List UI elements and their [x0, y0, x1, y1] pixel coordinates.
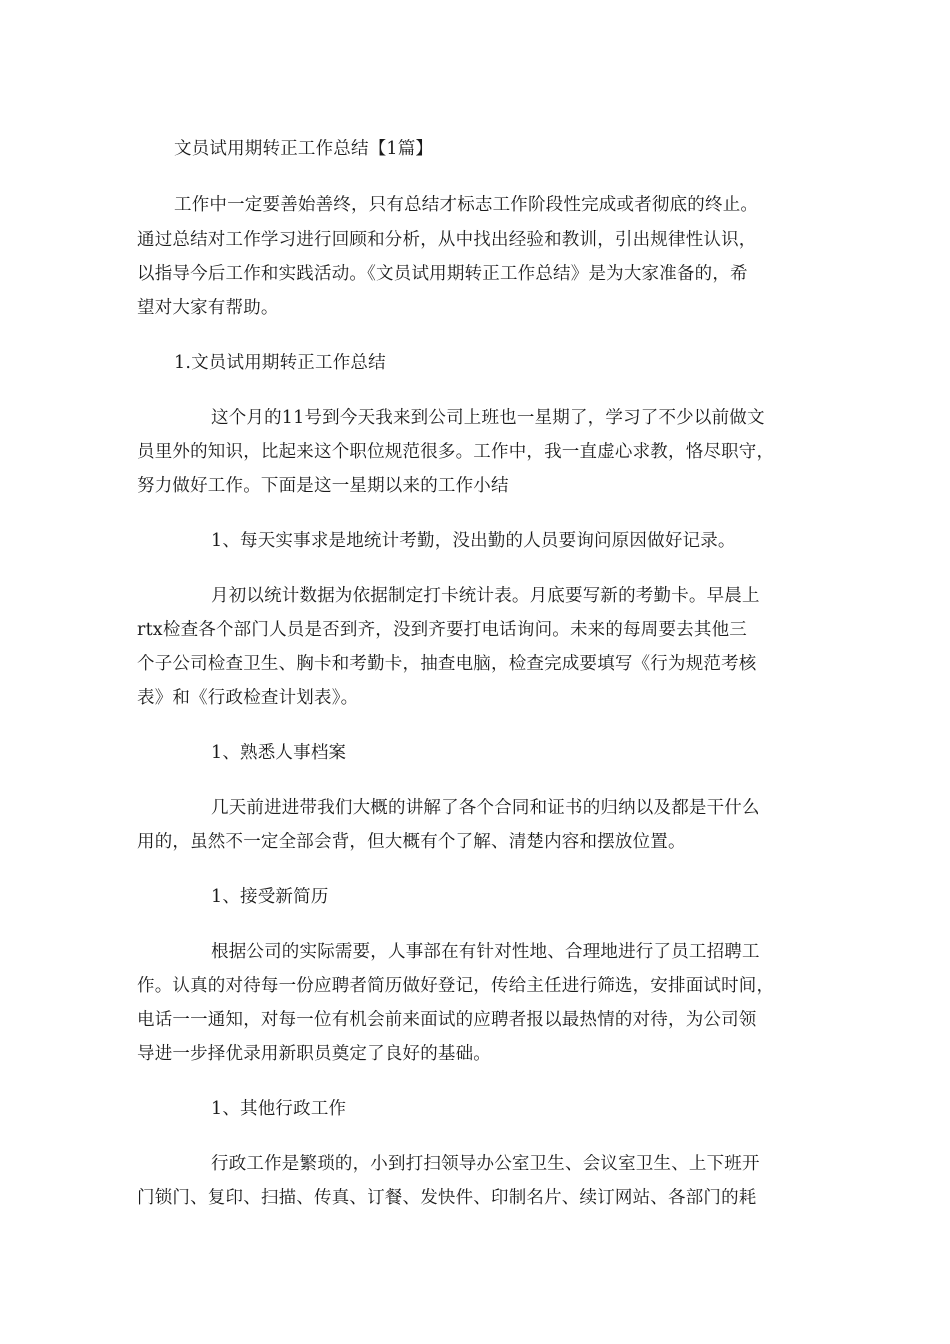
intro-line-1: 工作中一定要善始善终，只有总结才标志工作阶段性完成或者彻底的终止。: [174, 195, 759, 215]
para5-line-1: 行政工作是繁琐的，小到打扫领导办公室卫生、会议室卫生、上下班开: [211, 1154, 760, 1174]
para2-line-1: 月初以统计数据为依据制定打卡统计表。月底要写新的考勤卡。早晨上: [211, 586, 760, 606]
para4-line-3: 电话一一通知，对每一位有机会前来面试的应聘者报以最热情的对待，为公司领: [137, 1010, 757, 1030]
para2-line-2: rtx检查各个部门人员是否到齐，没到齐要打电话询问。未来的每周要去其他三: [137, 620, 747, 640]
item3-heading: 1、接受新简历: [211, 887, 329, 907]
section-heading: 1.文员试用期转正工作总结: [174, 353, 386, 373]
para1-line-3: 努力做好工作。下面是这一星期以来的工作小结: [137, 476, 509, 496]
para4-line-1: 根据公司的实际需要，人事部在有针对性地、合理地进行了员工招聘工: [211, 942, 760, 962]
para1-line-2: 员里外的知识，比起来这个职位规范很多。工作中，我一直虚心求教，恪尽职守，: [137, 442, 775, 462]
intro-line-4: 望对大家有帮助。: [137, 298, 279, 318]
para5-line-2: 门锁门、复印、扫描、传真、订餐、发快件、印制名片、续订网站、各部门的耗: [137, 1188, 757, 1208]
para4-line-4: 导进一步择优录用新职员奠定了良好的基础。: [137, 1044, 491, 1064]
para1-line-1: 这个月的11号到今天我来到公司上班也一星期了，学习了不少以前做文: [211, 408, 765, 428]
para2-line-3: 个子公司检查卫生、胸卡和考勤卡，抽查电脑，检查完成要填写《行为规范考核: [137, 654, 757, 674]
intro-line-2: 通过总结对工作学习进行回顾和分析，从中找出经验和教训，引出规律性认识，: [137, 230, 757, 250]
item2-heading: 1、熟悉人事档案: [211, 743, 347, 763]
para3-line-1: 几天前进进带我们大概的讲解了各个合同和证书的归纳以及都是干什么: [211, 798, 760, 818]
intro-line-3: 以指导今后工作和实践活动。《文员试用期转正工作总结》是为大家准备的，希: [137, 264, 748, 284]
para3-line-2: 用的，虽然不一定全部会背，但大概有个了解、清楚内容和摆放位置。: [137, 832, 686, 852]
para2-line-4: 表》和《行政检查计划表》。: [137, 688, 359, 708]
item4-heading: 1、其他行政工作: [211, 1099, 347, 1119]
item1-heading: 1、每天实事求是地统计考勤，没出勤的人员要询问原因做好记录。: [211, 531, 736, 551]
para4-line-2: 作。认真的对待每一份应聘者简历做好登记，传给主任进行筛选，安排面试时间，: [137, 976, 775, 996]
document-title: 文员试用期转正工作总结【1篇】: [174, 139, 434, 159]
